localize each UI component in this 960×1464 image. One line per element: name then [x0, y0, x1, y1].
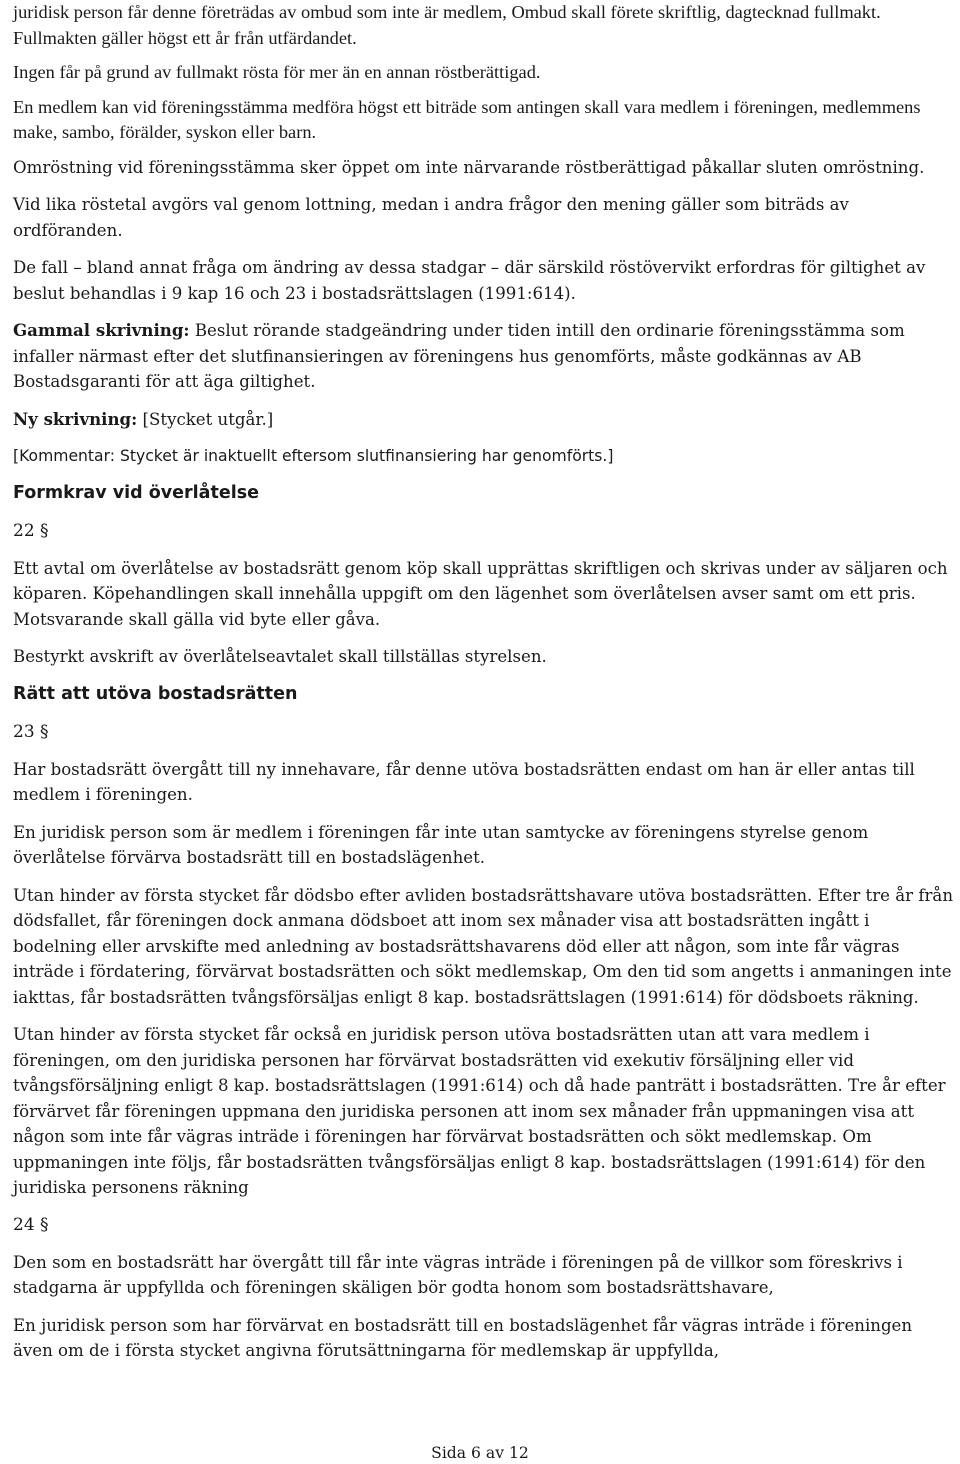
paragraph-new-holder: Har bostadsrätt övergått till ny innehavare, får denne utöva bostadsrätten endast om han är eller antas till medlem i föreningen.: [13, 759, 915, 804]
paragraph-voting-open: Omröstning vid föreningsstämma sker öppet om inte närvarande röstberättigad påkallar sluten omröstning.: [13, 157, 925, 177]
paragraph-old-wording: [13, 318, 953, 395]
paragraph-certified-copy: Bestyrkt avskrift av överlåtelseavtalet skall tillställas styrelsen.: [13, 647, 547, 666]
old-wording-label: Gammal skrivning:: [13, 320, 190, 340]
heading-ratt-att-utova: Rätt att utöva bostadsrätten: [13, 683, 298, 704]
paragraph-admission: Den som en bostadsrätt har övergått till får inte vägras inträde i föreningen på de villkor som föreskrivs i stadgarna är uppfyllda och föreningen skäligen bör godta honom som bostadsrättshavare,: [13, 1252, 903, 1297]
paragraph-legal-person-admission: En juridisk person som har förvärvat en bostadsrätt till en bostadslägenhet får vägras inträde i föreningen även om de i första stycket angivna förutsättningarna för medlemskap är uppfyllda,: [13, 1315, 913, 1360]
page-footer: Sida 6 av 12: [431, 1444, 529, 1462]
heading-formkrav: Formkrav vid överlåtelse: [13, 482, 259, 503]
paragraph-legal-person-foreclosure: Utan hinder av första stycket får också en juridisk person utöva bostadsrätten utan att vara medlem i föreningen, om den juridiska personen har förvärvat bostadsrätten vid exekutiv försäljning eller vid tvångsförsäljning enligt 8 kap. bostadsrättslagen (1991:614) och då hade panträtt i bostadsrätten. Tre år efter förvärvet får föreningen uppmana den juridiska personen att inom sex månader från uppmaningen visa att någon som inte får vägras inträde i föreningen har förvärvat bostadsrätten och sökt medlemskap. Om uppmaningen inte följs, får bostadsrätten tvångsförsäljas enligt 8 kap. bostadsrättslagen (1991:614) för den juridiska personens räkning: [13, 1025, 946, 1197]
section-number-23: 23 §: [13, 721, 49, 742]
paragraph-proxy-continuation: juridisk person får denne företrädas av ombud som inte är medlem, Ombud skall förete skriftlig, dagtecknad fullmakt. Fullmakten gäller högst ett år från utfärdandet.: [13, 2, 881, 48]
new-wording-text: [Stycket utgår.]: [137, 409, 274, 429]
paragraph-proxy-limit: Ingen får på grund av fullmakt rösta för mer än en annan röstberättigad.: [13, 62, 541, 82]
paragraph-transfer-agreement: Ett avtal om överlåtelse av bostadsrätt genom köp skall upprättas skriftligen och skrivas under av säljaren och köparen. Köpehandlingen skall innehålla uppgift om den lägenhet som överlåtelsen avser samt om ett pris. Motsvarande skall gälla vid byte eller gåva.: [13, 558, 948, 629]
new-wording-label: Ny skrivning:: [13, 408, 138, 429]
paragraph-assistant: En medlem kan vid föreningsstämma medföra högst ett biträde som antingen skall vara medlem i föreningen, medlemmens make, sambo, förälder, syskon eller barn.: [13, 96, 921, 142]
paragraph-legal-person-consent: En juridisk person som är medlem i föreningen får inte utan samtycke av föreningens styrelse genom överlåtelse förvärva bostadsrätt till en bostadslägenhet.: [13, 822, 869, 867]
paragraph-tie-vote: Vid lika röstetal avgörs val genom lottning, medan i andra frågor den mening gäller som biträds av ordföranden.: [13, 195, 849, 240]
paragraph-new-wording: [13, 407, 953, 433]
old-wording-text: Beslut rörande stadgeändring under tiden intill den ordinarie föreningsstämma som infaller närmast efter det slutfinansieringen av föreningens hus genomförts, måste godkännas av AB Bostadsgaranti för att äga giltighet.: [13, 321, 905, 391]
paragraph-majority-rules: De fall – bland annat fråga om ändring av dessa stadgar – där särskild röstövervikt erfordras för giltighet av beslut behandlas i 9 kap 16 och 23 i bostadsrättslagen (1991:614).: [13, 258, 926, 303]
document-page: [13, 0, 953, 1364]
section-number-24: 24 §: [13, 1214, 49, 1235]
paragraph-comment: [Kommentar: Stycket är inaktuellt eftersom slutfinansiering har genomförts.]: [13, 447, 614, 465]
section-number-22: 22 §: [13, 520, 49, 541]
paragraph-estate: Utan hinder av första stycket får dödsbo efter avliden bostadsrättshavare utöva bostadsrätten. Efter tre år från dödsfallet, får föreningen dock anmana dödsboet att inom sex månader visa att bostadsrätten ingått i bodelning eller arvskifte med anledning av bostadsrättshavarens död eller att någon, som inte får vägras inträde i fördatering, förvärvat bostadsrätten och sökt medlemskap, Om den tid som angetts i anmaningen inte iakttas, får bostadsrätten tvångsförsäljas enligt 8 kap. bostadsrättslagen (1991:614) för dödsboets räkning.: [13, 885, 954, 1007]
